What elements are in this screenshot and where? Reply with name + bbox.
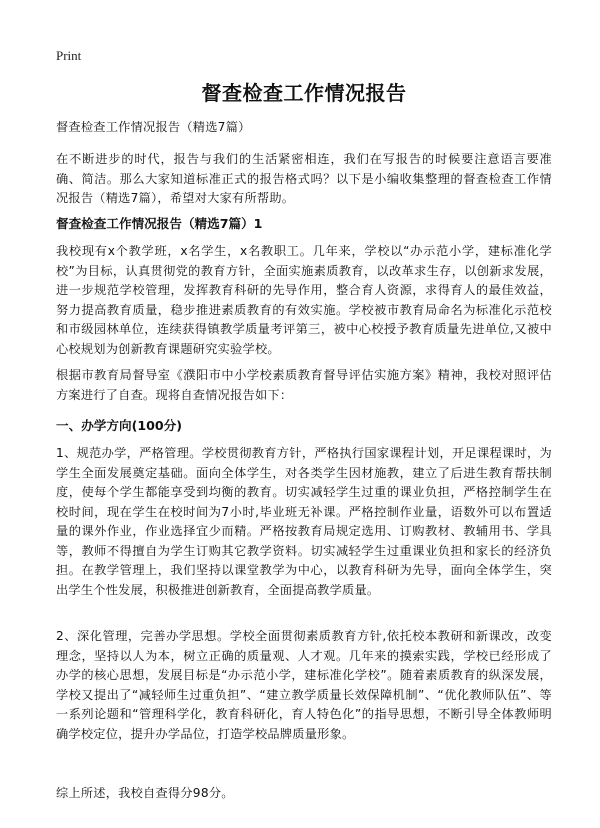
summary-paragraph: 综上所述，我校自查得分98分。 [56, 786, 234, 800]
school-overview-paragraph: 我校现有x个教学班，x名学生，x名教职工。几年来，学校以“办示范小学，建标准化学校”为目标，认真贯彻党的教育方针，全面实施素质教育，以改革求生存，以创新求发展，进一步规范学校管理，发挥教育科研的先导作用，整合育人资源，求得育人的最佳效益，努力提高教育质量，稳步推进素质教育的有效实施。学校被市教育局命名为标准化示范校和市级园林单位，连续获得镇教学质量考评第三，被中心校授予教育质量先进单位,又被中心校规划为创新教育课题研究实验学校。 [56, 244, 552, 356]
assessment-basis-paragraph: 根据市教育局督导室《濮阳市中小学校素质教育督导评估实施方案》精神，我校对照评估方案进行了自查。现将自查情况报告如下： [56, 368, 552, 402]
page-title: 督查检查工作情况报告 [201, 81, 407, 105]
direction-heading: 一、办学方向(100分) [56, 418, 182, 433]
intro-paragraph: 在不断进步的时代，报告与我们的生活紧密相连，我们在写报告的时候要注意语言要准确、简洁。那么大家知道标准正式的报告格式吗？以下是小编收集整理的督查检查工作情况报告（精选7篇），希望对大家有所帮助。 [56, 152, 552, 205]
document-subtitle: 督查检查工作情况报告（精选7篇） [56, 120, 251, 134]
section-heading: 督查检查工作情况报告（精选7篇）1 [56, 216, 263, 231]
item-2-paragraph: 2、深化管理，完善办学思想。学校全面贯彻素质教育方针,依托校本教研和新课改，改变理念，坚持以人为本，树立正确的质量观、人才观。几年来的摸索实践，学校已经形成了办学的核心思想，发展目标是“办示范小学，建标准化学校”。随着素质教育的纵深发展，学校又提出了“减轻师生过重负担”、“建立教学质量长效保障机制”、“优化教师队伍”、等一系列论题和“管理科学化，教育科研化，育人特色化”的指导思想，不断引导全体教师明确学校定位，提升办学品位，打造学校品牌质量形象。 [56, 629, 552, 741]
item-1-paragraph: 1、规范办学，严格管理。学校贯彻教育方针，严格执行国家课程计划，开足课程课时，为学生全面发展奠定基础。面向全体学生，对各类学生因材施教，建立了后进生教育帮扶制度，使每个学生都能享受到均衡的教育。切实减轻学生过重的课业负担，严格控制学生在校时间，现在学生在校时间为7小时,毕业班无补课。严格控制作业量，语数外可以布置适量的课外作业，作业选择宜少而精。严格按教育局规定选用、订购教材、教辅用书、学具等，教师不得擅自为学生订购其它教学资料。切实减轻学生过重课业负担和家长的经济负担。在教学管理上，我们坚持以课堂教学为中心，以教育科研为先导，面向全体学生，突出学生个性发展，积极推进创新教育，全面提高教学质量。 [56, 446, 552, 597]
print-link[interactable]: Print [56, 48, 82, 63]
